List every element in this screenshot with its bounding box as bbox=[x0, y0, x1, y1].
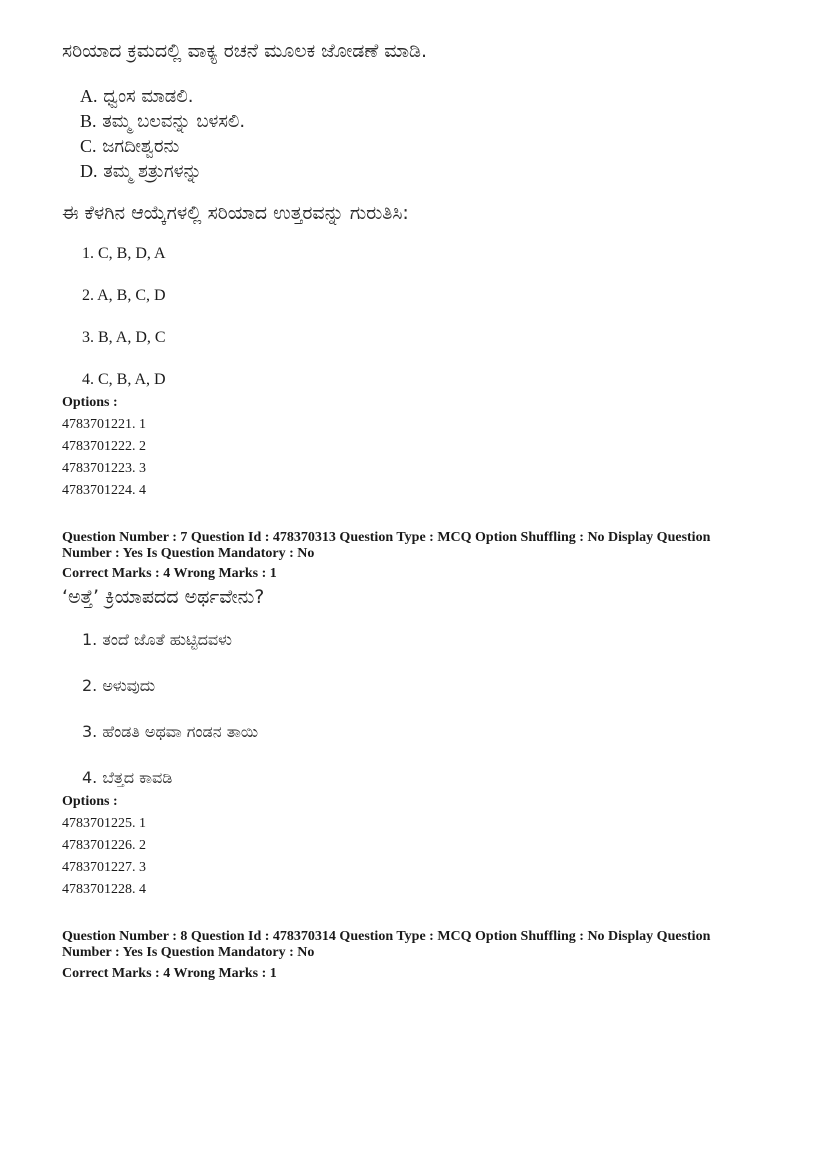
q6-choice-4: 4. C, B, A, D bbox=[82, 371, 166, 388]
q6-item-letter: D. bbox=[80, 161, 98, 181]
q7-choice-3 bbox=[82, 722, 258, 742]
q7-meta-line2: Number : Yes Is Question Mandatory : No bbox=[62, 546, 315, 561]
q6-option-2: 4783701222. 2 bbox=[62, 439, 146, 454]
q6-option-4: 4783701224. 4 bbox=[62, 483, 146, 498]
q7-option-3: 4783701227. 3 bbox=[62, 860, 146, 875]
q7-choice-2 bbox=[82, 676, 155, 696]
q7-choice-text: 3. ಹೆಂಡತಿ ಅಥವಾ ಗಂಡನ ತಾಯಿ bbox=[82, 722, 259, 741]
q7-choice-4 bbox=[82, 768, 172, 788]
q7-option-4: 4783701228. 4 bbox=[62, 882, 146, 897]
q7-choice-text: 1. ತಂದೆ ಜೊತೆ ಹುಟ್ಟಿದವಳು bbox=[82, 630, 232, 649]
q6-option-3: 4783701223. 3 bbox=[62, 461, 146, 476]
q8-meta-line2: Number : Yes Is Question Mandatory : No bbox=[62, 945, 315, 960]
q8-meta-line1: Question Number : 8 Question Id : 478370314 Question Type : MCQ Option Shuffling : No Display Question bbox=[62, 929, 711, 944]
q7-question: ‘ಅತ್ತೆ’ ಕ್ರಿಯಾಪದದ ಅರ್ಥವೇನು? bbox=[62, 586, 265, 608]
q7-choice-1 bbox=[82, 630, 232, 650]
q6-item-text: ತಮ್ಮ ಶತ್ರುಗಳನ್ನು bbox=[103, 161, 202, 182]
q6-choice-3: 3. B, A, D, C bbox=[82, 329, 166, 346]
q6-item-a bbox=[80, 86, 193, 107]
q6-item-text: ಜಗದೀಶ್ವರನು bbox=[102, 136, 180, 157]
q6-item-c bbox=[80, 136, 179, 157]
q6-item-b bbox=[80, 111, 245, 132]
q6-item-d bbox=[80, 161, 202, 182]
q7-options-label: Options : bbox=[62, 794, 118, 809]
q6-item-text: ತಮ್ಮ ಬಲವನ್ನು ಬಳಸಲಿ. bbox=[102, 111, 246, 132]
q6-prompt: ಈ ಕೆಳಗಿನ ಆಯ್ಕೆಗಳಲ್ಲಿ ಸರಿಯಾದ ಉತ್ತರವನ್ನು ಗುರುತಿಸಿ: bbox=[62, 202, 409, 224]
q7-meta-line1: Question Number : 7 Question Id : 478370313 Question Type : MCQ Option Shuffling : No Display Question bbox=[62, 530, 711, 545]
q6-item-letter: B. bbox=[80, 111, 97, 131]
q7-choice-text: 4. ಬೆತ್ತದ ಕಾವಡಿ bbox=[82, 768, 173, 787]
q6-item-text: ಧ್ವಂಸ ಮಾಡಲಿ. bbox=[103, 86, 194, 107]
q7-option-2: 4783701226. 2 bbox=[62, 838, 146, 853]
q7-choice-text: 2. ಅಳುವುದು bbox=[82, 676, 156, 695]
q8-marks: Correct Marks : 4 Wrong Marks : 1 bbox=[62, 966, 277, 981]
q6-item-letter: A. bbox=[80, 86, 98, 106]
q6-option-1: 4783701221. 1 bbox=[62, 417, 146, 432]
q6-choice-1: 1. C, B, D, A bbox=[82, 245, 166, 262]
q6-choice-2: 2. A, B, C, D bbox=[82, 287, 166, 304]
q6-instruction: ಸರಿಯಾದ ಕ್ರಮದಲ್ಲಿ ವಾಕ್ಯ ರಚನೆ ಮೂಲಕ ಜೋಡಣೆ ಮಾಡಿ. bbox=[62, 40, 428, 62]
q7-marks: Correct Marks : 4 Wrong Marks : 1 bbox=[62, 566, 277, 581]
q7-option-1: 4783701225. 1 bbox=[62, 816, 146, 831]
q6-item-letter: C. bbox=[80, 136, 97, 156]
q6-options-label: Options : bbox=[62, 395, 118, 410]
